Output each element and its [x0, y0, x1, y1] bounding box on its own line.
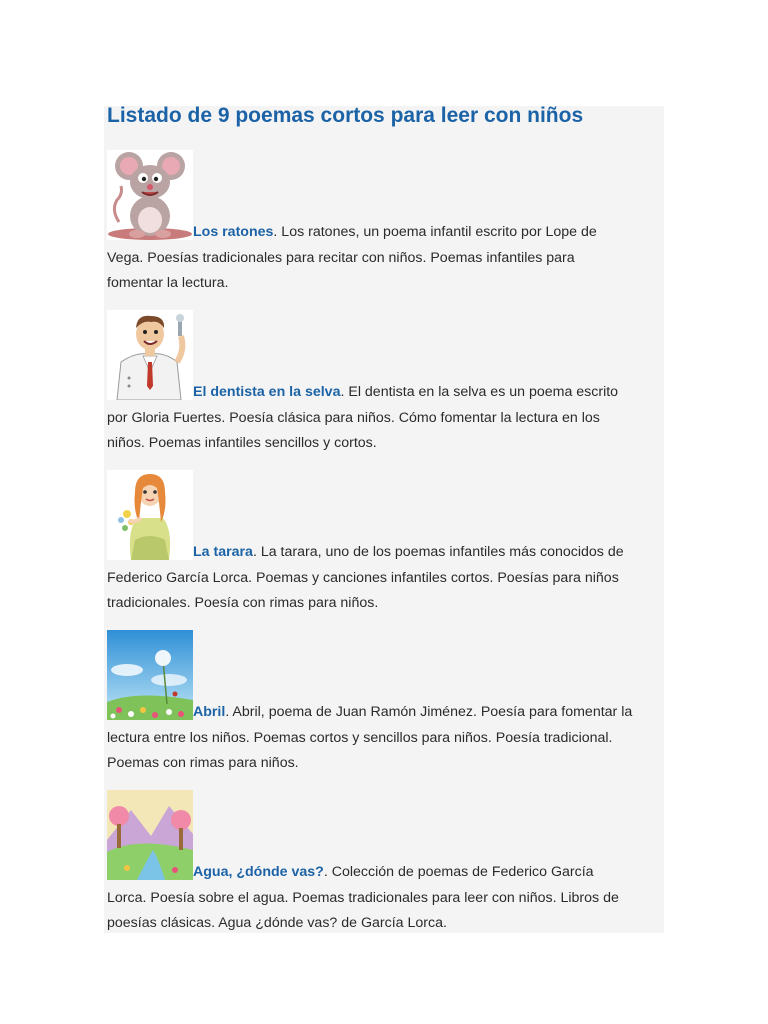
- poem-link-los-ratones[interactable]: Los ratones: [193, 224, 274, 240]
- poem-link-la-tarara[interactable]: La tarara: [193, 544, 253, 560]
- entry-description: [107, 540, 663, 617]
- text-line: Abril. Abril, poema de Juan Ramón Jiménez. Poesía para fomentar la: [193, 704, 633, 720]
- entry-description: [107, 380, 663, 457]
- text-line: por Gloria Fuertes. Poesía clásica para niños. Cómo fomentar la lectura en los: [107, 409, 600, 426]
- text-line: La tarara. La tarara, uno de los poemas infantiles más conocidos de: [193, 544, 624, 560]
- poem-entry-abril: [107, 630, 663, 772]
- entry-description: [107, 860, 663, 937]
- text-line: Los ratones. Los ratones, un poema infantil escrito por Lope de: [193, 224, 597, 240]
- text-line: fomentar la lectura.: [107, 275, 229, 292]
- text-line: Lorca. Poesía sobre el agua. Poemas tradicionales para leer con niños. Libros de: [107, 889, 619, 906]
- text-line: lectura entre los niños. Poemas cortos y sencillos para niños. Poesía tradicional.: [107, 729, 613, 746]
- poem-entry-agua-donde-vas: [107, 790, 663, 932]
- page-title: Listado de 9 poemas cortos para leer con niños: [107, 104, 584, 127]
- text-line: El dentista en la selva. El dentista en la selva es un poema escrito: [193, 384, 619, 400]
- text-line: Vega. Poesías tradicionales para recitar con niños. Poemas infantiles para: [107, 249, 575, 266]
- text-line: Agua, ¿dónde vas?. Colección de poemas de Federico García: [193, 864, 594, 880]
- poem-entry-el-dentista: [107, 310, 663, 452]
- poem-entry-los-ratones: [107, 150, 663, 292]
- entry-description: [107, 220, 663, 297]
- text-line: Poemas con rimas para niños.: [107, 755, 299, 772]
- poem-link-el-dentista[interactable]: El dentista en la selva: [193, 384, 341, 400]
- entry-description: [107, 700, 663, 777]
- poem-entry-la-tarara: [107, 470, 663, 612]
- text-line: tradicionales. Poesía con rimas para niños.: [107, 595, 379, 612]
- text-line: poesías clásicas. Agua ¿dónde vas? de García Lorca.: [107, 915, 447, 932]
- poem-link-agua-donde-vas[interactable]: Agua, ¿dónde vas?: [193, 864, 324, 880]
- text-line: niños. Poemas infantiles sencillos y cortos.: [107, 435, 377, 452]
- poem-link-abril[interactable]: Abril: [193, 704, 226, 720]
- text-line: Federico García Lorca. Poemas y canciones infantiles cortos. Poesías para niños: [107, 569, 619, 586]
